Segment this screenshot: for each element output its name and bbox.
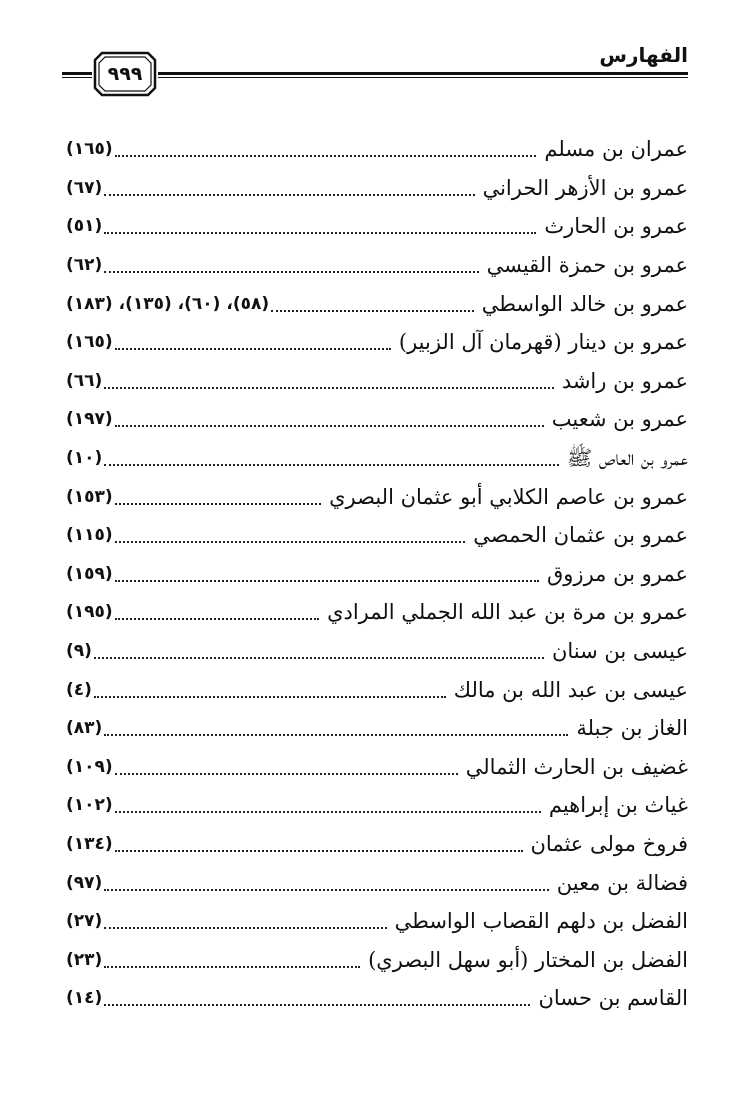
index-entry [66, 632, 688, 671]
index-entry [66, 979, 688, 1018]
index-entry [66, 670, 688, 709]
entry-pages: (١٩٥) [66, 602, 113, 623]
entry-pages: (٨٣) [66, 718, 103, 739]
entry-pages: (١٠٢) [66, 795, 113, 816]
index-entry [66, 169, 688, 208]
entry-pages: (١٥٣) [66, 486, 113, 507]
entry-pages: (١٩٧) [66, 409, 113, 430]
dot-leader [115, 773, 458, 775]
index-entry [66, 748, 688, 787]
dot-leader [115, 348, 391, 350]
entry-pages: (٩٧) [66, 872, 103, 893]
entry-pages: (٢٣) [66, 949, 103, 970]
header-title: الفهارس [599, 43, 688, 67]
entry-name: القاسم بن حسان [538, 986, 688, 1011]
dot-leader [104, 927, 386, 929]
index-entry [66, 246, 688, 285]
dot-leader [104, 387, 553, 389]
entry-name: عمرو بن حمزة القيسي [486, 253, 688, 278]
entry-name: عيسى بن عبد الله بن مالك [453, 677, 688, 702]
index-entry [66, 863, 688, 902]
page-number: ٩٩٩ [107, 63, 143, 85]
dot-leader [115, 541, 466, 543]
entry-name: عمرو بن راشد [561, 368, 688, 393]
index-entry [66, 207, 688, 246]
dot-leader [115, 618, 319, 620]
entry-name: غضيف بن الحارث الثمالي [465, 754, 688, 779]
entry-name: عمرو بن الأزهر الحراني [482, 175, 688, 200]
index-entry [66, 477, 688, 516]
dot-leader [104, 734, 568, 736]
dot-leader [104, 966, 360, 968]
entry-pages: (٥٨)، (٦٠)، (١٣٥)، (١٨٣) [66, 293, 270, 314]
entry-name: عمرو بن شعيب [551, 407, 688, 432]
index-entry [66, 940, 688, 979]
entry-pages: (١٥٩) [66, 563, 113, 584]
index-entry [66, 130, 688, 169]
entry-name: عمرو بن مرزوق [547, 561, 688, 586]
entry-pages: (١٠) [66, 448, 103, 469]
entry-name: عمرو بن مرة بن عبد الله الجملي المرادي [327, 600, 688, 625]
dot-leader [115, 850, 523, 852]
index-entry [66, 786, 688, 825]
entry-pages: (٦٦) [66, 370, 103, 391]
dot-leader [104, 271, 478, 273]
dot-leader [115, 155, 537, 157]
dot-leader [94, 696, 446, 698]
entry-name: الفضل بن دلهم القصاب الواسطي [394, 909, 688, 934]
entry-name: عمرو بن الحارث [544, 214, 688, 239]
entry-name: غياث بن إبراهيم [548, 793, 688, 818]
entry-pages: (٢٧) [66, 911, 103, 932]
entry-pages: (١١٥) [66, 525, 113, 546]
entry-name: عمرو بن دينار (قهرمان آل الزبير) [398, 330, 688, 355]
entry-name: فضالة بن معين [556, 870, 688, 895]
dot-leader [104, 232, 536, 234]
page-number-badge [92, 50, 158, 98]
index-entry [66, 400, 688, 439]
dot-leader [104, 194, 474, 196]
entry-pages: (١٦٥) [66, 139, 113, 160]
entry-pages: (٦٢) [66, 255, 103, 276]
entry-pages: (١٤) [66, 988, 103, 1009]
index-entry [66, 555, 688, 594]
index-entry [66, 439, 688, 478]
dot-leader [115, 811, 541, 813]
entry-name: فروخ مولى عثمان [530, 831, 688, 856]
entry-pages: (١٠٩) [66, 756, 113, 777]
entry-pages: (١٦٥) [66, 332, 113, 353]
index-entry [66, 709, 688, 748]
index-entry [66, 362, 688, 401]
entry-name: عمرو بن عاصم الكلابي أبو عثمان البصري [329, 484, 688, 509]
dot-leader [104, 889, 548, 891]
page-header [62, 40, 688, 110]
entry-pages: (٩) [66, 641, 92, 662]
entry-pages: (٥١) [66, 216, 103, 237]
entry-name: عيسى بن سنان [551, 639, 688, 664]
entry-name: عمرو بن عثمان الحمصي [473, 523, 688, 548]
dot-leader [94, 657, 544, 659]
entry-pages: (١٣٤) [66, 833, 113, 854]
index-entry [66, 902, 688, 941]
index-entry [66, 593, 688, 632]
dot-leader [115, 503, 321, 505]
entry-name: الغاز بن جبلة [576, 716, 688, 741]
entry-pages: (٤) [66, 679, 92, 700]
index-entry [66, 825, 688, 864]
dot-leader [115, 580, 539, 582]
entry-pages: (٦٧) [66, 177, 103, 198]
entry-name: الفضل بن المختار (أبو سهل البصري) [368, 947, 688, 972]
entry-name: عمران بن مسلم [544, 137, 688, 162]
index-entry [66, 516, 688, 555]
dot-leader [104, 1004, 530, 1006]
dot-leader [104, 464, 559, 466]
entry-name: عمرو بن خالد الواسطي [481, 291, 688, 316]
index-entry [66, 284, 688, 323]
entry-name: عمرو بن العاص ﷺ [566, 446, 688, 471]
index-entry [66, 323, 688, 362]
index-list [66, 130, 688, 1018]
dot-leader [271, 310, 474, 312]
dot-leader [115, 425, 544, 427]
